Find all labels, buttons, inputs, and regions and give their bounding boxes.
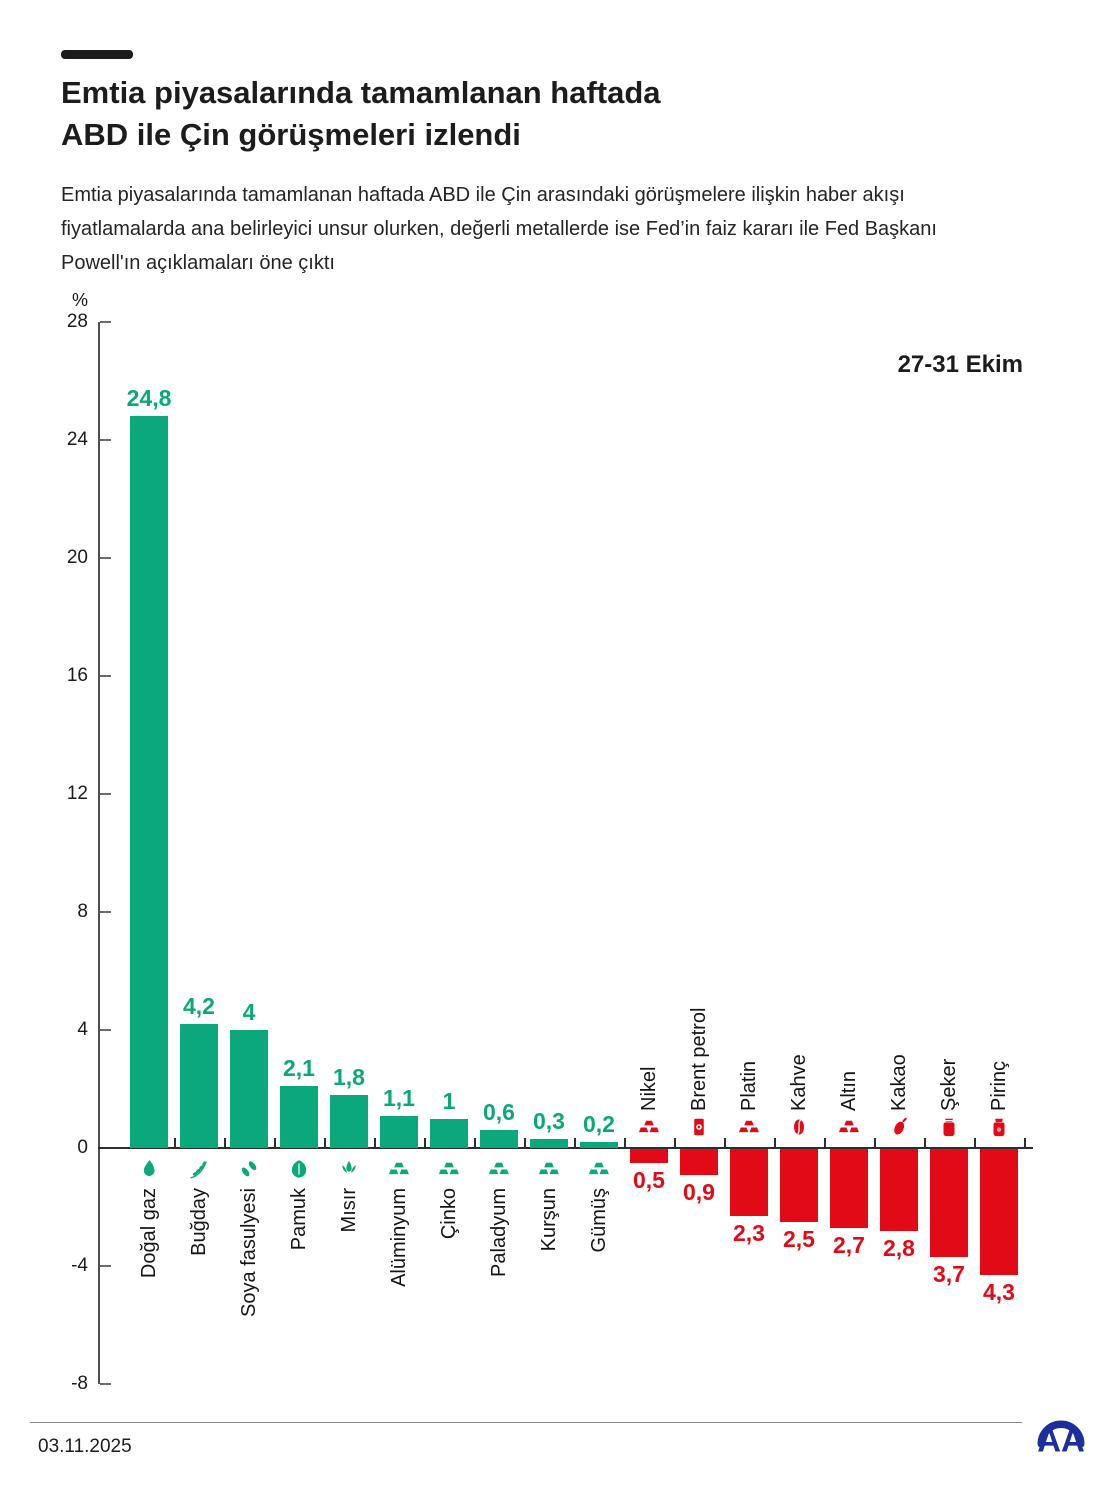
x-axis-tick — [674, 1138, 676, 1147]
wheat-icon — [188, 1158, 210, 1180]
y-axis-tick-label: 16 — [66, 665, 88, 686]
bar-negative — [930, 1149, 968, 1257]
bar-category-label: Alüminyum — [388, 1188, 410, 1287]
y-axis-tick — [100, 321, 111, 323]
cocoa-icon — [888, 1116, 910, 1138]
bar-negative — [730, 1149, 768, 1216]
bar-value-label: 2,3 — [733, 1219, 765, 1246]
bar-positive — [530, 1139, 568, 1148]
x-axis-tick — [624, 1138, 626, 1147]
bar-category-label: Platin — [738, 1060, 760, 1111]
x-axis-tick — [1024, 1138, 1026, 1147]
y-axis-tick-label: 12 — [66, 783, 88, 804]
x-axis-tick — [174, 1138, 176, 1147]
x-axis-tick — [424, 1138, 426, 1147]
bar-value-label: 1,1 — [383, 1084, 415, 1111]
x-axis-tick — [524, 1138, 526, 1147]
bar-value-label: 4 — [242, 999, 256, 1025]
bar-value-label: 3,7 — [933, 1261, 965, 1288]
bar-category-label: Paladyum — [488, 1188, 510, 1277]
bar-value-label: 4,3 — [983, 1278, 1015, 1305]
bar-value-label: 4,2 — [183, 993, 215, 1020]
bar-value-label: 0,6 — [483, 1099, 515, 1126]
y-axis-tick-label: -8 — [71, 1373, 88, 1394]
y-axis-tick-label: -4 — [71, 1255, 88, 1276]
bar-value-label: 2,8 — [883, 1234, 915, 1261]
bar-negative — [880, 1149, 918, 1231]
bar-category-label: Çinko — [438, 1188, 460, 1240]
bar-category-label: Soya fasulyesi — [238, 1188, 260, 1317]
bar-value-label: 24,8 — [126, 385, 172, 412]
y-axis-tick — [100, 793, 111, 795]
bar-negative — [680, 1149, 718, 1175]
bar-category-label: Kurşun — [538, 1188, 560, 1252]
aa-logo-icon — [1030, 1400, 1092, 1458]
y-axis-tick — [100, 1029, 111, 1031]
bar-positive — [180, 1024, 218, 1148]
bar-positive — [280, 1086, 318, 1148]
x-axis-tick — [824, 1138, 826, 1147]
metal-ingots-icon — [538, 1158, 560, 1180]
bar-category-label: Kakao — [888, 1054, 910, 1111]
y-axis-tick-label: 0 — [77, 1137, 88, 1158]
x-axis-tick — [274, 1138, 276, 1147]
y-axis-line — [98, 322, 100, 1384]
bar-value-label: 1 — [442, 1087, 456, 1114]
bar-negative — [630, 1149, 668, 1163]
x-axis-tick — [974, 1138, 976, 1147]
bar-category-label: Pirinç — [988, 1060, 1010, 1111]
cotton-leaf-icon — [288, 1158, 310, 1180]
y-axis-tick — [100, 439, 111, 441]
chart-period-label: 27-31 Ekim — [897, 351, 1023, 378]
natural-gas-icon — [138, 1158, 160, 1180]
bar-value-label: 0,9 — [683, 1178, 715, 1205]
metal-ingots-icon — [388, 1158, 410, 1180]
x-axis-tick — [924, 1138, 926, 1147]
bar-value-label: 0,3 — [533, 1108, 565, 1135]
x-axis-tick — [474, 1138, 476, 1147]
x-axis-tick — [574, 1138, 576, 1147]
footer-divider — [30, 1422, 1022, 1423]
footer-date: 03.11.2025 — [38, 1436, 132, 1457]
bar-positive — [230, 1030, 268, 1148]
y-axis-tick — [100, 1383, 111, 1385]
bar-category-label: Kahve — [788, 1054, 810, 1111]
x-axis-tick — [724, 1138, 726, 1147]
x-axis-tick — [374, 1138, 376, 1147]
bar-category-label: Altın — [838, 1070, 860, 1111]
bar-category-label: Şeker — [938, 1058, 960, 1111]
bar-category-label: Buğday — [188, 1188, 210, 1256]
rice-sack-icon — [988, 1116, 1010, 1138]
bar-value-label: 0,2 — [583, 1111, 615, 1138]
y-axis-tick-label: 28 — [66, 311, 88, 332]
x-axis-tick — [874, 1138, 876, 1147]
svg-text:AA: AA — [1037, 1421, 1085, 1458]
bar-negative — [780, 1149, 818, 1222]
bar-value-label: 0,5 — [633, 1166, 665, 1193]
y-axis-tick — [100, 911, 111, 913]
bar-category-label: Pamuk — [288, 1188, 310, 1251]
page-subtitle: Emtia piyasalarında tamamlanan haftada ABD ile Çin arasındaki görüşmelere ilişkin haber akışı fiyatlamalarda ana belirleyici unsur olurken, değerli metallerde ise Fed’in faiz kararı ile Fed Başkanı Powell'ın açıklamaları öne çıktı — [61, 184, 937, 274]
y-axis-tick-label: 20 — [66, 547, 88, 568]
y-axis-tick — [100, 1265, 111, 1267]
y-axis-tick — [100, 675, 111, 677]
y-axis-tick — [100, 557, 111, 559]
bar-value-label: 1,8 — [333, 1063, 365, 1090]
bar-value-label: 2,1 — [283, 1055, 315, 1082]
x-axis-tick — [774, 1138, 776, 1147]
bar-value-label: 2,5 — [783, 1225, 815, 1252]
soybean-icon — [238, 1158, 260, 1180]
bar-category-label: Mısır — [338, 1188, 360, 1233]
bar-category-label: Doğal gaz — [138, 1188, 160, 1279]
bar-negative — [830, 1149, 868, 1228]
metal-ingots-icon — [638, 1116, 660, 1138]
y-axis-tick-label: 24 — [66, 429, 88, 450]
sugar-sack-icon — [938, 1116, 960, 1138]
page-title-line2: ABD ile Çin görüşmeleri izlendi — [61, 117, 521, 152]
bar-negative — [980, 1149, 1018, 1275]
page-title-line1: Emtia piyasalarında tamamlanan haftada — [61, 75, 661, 110]
bar-value-label: 2,7 — [833, 1231, 865, 1258]
bar-category-label: Gümüş — [588, 1188, 610, 1253]
y-axis-tick-label: 4 — [77, 1019, 88, 1040]
metal-ingots-icon — [438, 1158, 460, 1180]
coffee-bean-icon — [788, 1116, 810, 1138]
metal-ingots-icon — [488, 1158, 510, 1180]
metal-ingots-icon — [838, 1116, 860, 1138]
bar-category-label: Brent petrol — [688, 1007, 710, 1111]
metal-ingots-icon — [738, 1116, 760, 1138]
aa-logo — [1030, 1400, 1092, 1458]
bar-positive — [580, 1142, 618, 1148]
bar-category-label: Nikel — [638, 1066, 660, 1111]
x-axis-tick — [224, 1138, 226, 1147]
bar-positive — [130, 416, 168, 1148]
y-axis-tick-label: 8 — [77, 901, 88, 922]
y-axis-unit-label: % — [71, 290, 88, 310]
oil-barrel-icon — [688, 1116, 710, 1138]
bar-positive — [380, 1116, 418, 1148]
corn-icon — [338, 1158, 360, 1180]
x-axis-tick — [324, 1138, 326, 1147]
